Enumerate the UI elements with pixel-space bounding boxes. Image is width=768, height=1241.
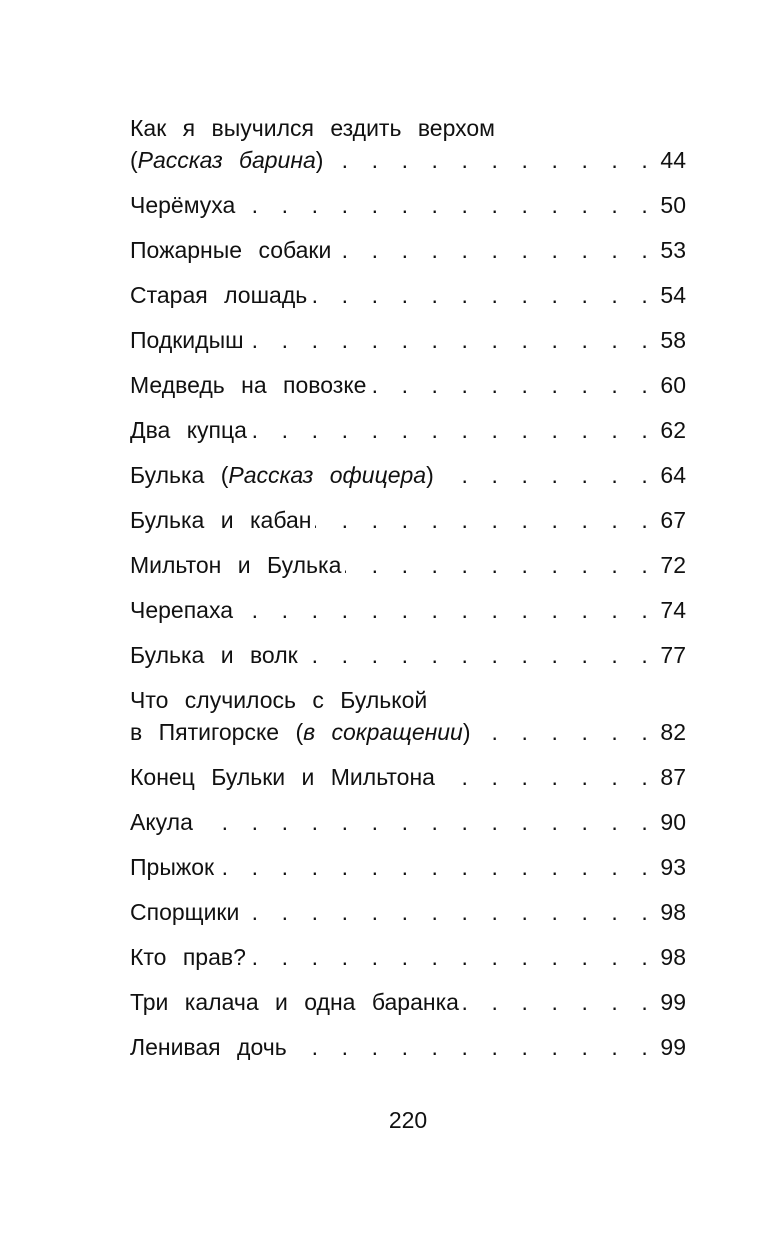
toc-entry: [130, 851, 686, 883]
toc-entry: [130, 761, 686, 793]
toc-entry: [130, 189, 686, 221]
toc-entry: [130, 986, 686, 1018]
toc-entry-row: [130, 896, 686, 928]
toc-entry-title: [130, 459, 434, 491]
toc-entry-title-text: Медведь на повозке: [130, 372, 367, 398]
toc-entry-page-number: 87: [660, 764, 686, 790]
toc-entry-row: [130, 716, 686, 748]
toc-entry-title-text: Старая лошадь: [130, 282, 308, 308]
toc-entry-title-text: в Пятигорске (: [130, 719, 304, 745]
toc-entry-title: [130, 941, 246, 973]
toc-entry-title: [130, 189, 235, 221]
toc-entry-title-line: Что случилось с Булькой: [130, 687, 428, 713]
toc-entry: [130, 504, 686, 536]
toc-entry-title: [130, 414, 247, 446]
dot-leader: [335, 234, 656, 266]
dot-leader: [315, 504, 656, 536]
toc-entry-row: [130, 414, 686, 446]
toc-entry-row: [130, 806, 686, 838]
toc-entry-title: [130, 234, 331, 266]
table-of-contents: [130, 112, 686, 1076]
toc-entry-title-text: Ленивая дочь: [130, 1034, 287, 1060]
toc-entry-title-text: Два купца: [130, 417, 247, 443]
dot-leader: [327, 144, 656, 176]
toc-entry-title-text: Конец Бульки и Мильтона: [130, 764, 435, 790]
toc-entry-row: [130, 549, 686, 581]
dot-leader: [439, 761, 656, 793]
toc-entry-row: [130, 639, 686, 671]
toc-entry-title: [130, 594, 233, 626]
dot-leader: [311, 279, 656, 311]
toc-entry-title-text: Булька и кабан: [130, 507, 312, 533]
toc-entry: [130, 684, 686, 748]
toc-entry-page-number: 99: [660, 1034, 686, 1060]
toc-entry-title: [130, 986, 459, 1018]
toc-entry-page-number: 74: [660, 597, 686, 623]
toc-entry-row: [130, 941, 686, 973]
dot-leader: [239, 189, 656, 221]
toc-entry-row: [130, 851, 686, 883]
toc-entry-subtitle-italic: Рассказ барина: [137, 147, 316, 173]
toc-entry-row: [130, 279, 686, 311]
toc-entry-title: [130, 851, 214, 883]
dot-leader: [243, 896, 656, 928]
toc-entry-row: [130, 504, 686, 536]
dot-leader: [251, 414, 656, 446]
toc-entry-page-number: 53: [660, 237, 686, 263]
toc-entry-title-text: Кто прав?: [130, 944, 246, 970]
toc-entry-page-number: 64: [660, 462, 686, 488]
toc-entry-row: [130, 189, 686, 221]
toc-entry: [130, 941, 686, 973]
dot-leader: [250, 941, 657, 973]
dot-leader: [218, 851, 656, 883]
toc-entry-title: [130, 504, 311, 536]
toc-entry: [130, 896, 686, 928]
toc-entry-page-number: 54: [660, 282, 686, 308]
toc-entry-row: [130, 144, 686, 176]
toc-entry-title: [130, 1031, 287, 1063]
toc-entry-title: [130, 549, 341, 581]
toc-entry-title-text: Подкидыш: [130, 327, 244, 353]
toc-entry-title-text: Булька и волк: [130, 642, 298, 668]
toc-entry-title-text: Акула: [130, 809, 193, 835]
toc-entry-page-number: 93: [660, 854, 686, 880]
toc-entry-title: [130, 639, 298, 671]
toc-entry-title: [130, 144, 323, 176]
toc-entry: [130, 639, 686, 671]
toc-entry: [130, 459, 686, 491]
toc-entry-title: [130, 716, 471, 748]
toc-entry-subtitle-italic: Рассказ офицера: [228, 462, 427, 488]
dot-leader: [475, 716, 657, 748]
toc-entry-page-number: 99: [660, 989, 686, 1015]
toc-entry-page-number: 60: [660, 372, 686, 398]
toc-entry-page-number: 67: [660, 507, 686, 533]
toc-entry: [130, 234, 686, 266]
page-number: 220: [388, 1107, 428, 1133]
toc-entry-row: [130, 594, 686, 626]
toc-entry-title: [130, 896, 239, 928]
dot-leader: [291, 1031, 657, 1063]
toc-entry-row: [130, 986, 686, 1018]
dot-leader: [345, 549, 656, 581]
toc-entry-title-text: Мильтон и Булька: [130, 552, 342, 578]
toc-entry-page-number: 72: [660, 552, 686, 578]
toc-entry-title-text: Три калача и одна баранка: [130, 989, 459, 1015]
toc-entry-row: [130, 1031, 686, 1063]
toc-entry-row: [130, 234, 686, 266]
toc-entry-title: [130, 761, 435, 793]
toc-entry-page-number: 77: [660, 642, 686, 668]
dot-leader: [370, 369, 656, 401]
toc-entry-page-number: 62: [660, 417, 686, 443]
toc-entry-title-text: ): [315, 147, 324, 173]
toc-entry-title-text: ): [462, 719, 471, 745]
toc-entry-title-text: Спорщики: [130, 899, 240, 925]
dot-leader: [248, 324, 657, 356]
toc-entry-page-number: 50: [660, 192, 686, 218]
toc-entry: [130, 1031, 686, 1063]
toc-entry-page-number: 58: [660, 327, 686, 353]
dot-leader: [197, 806, 657, 838]
toc-entry: [130, 279, 686, 311]
toc-entry-title-text: Пожарные собаки: [130, 237, 332, 263]
toc-entry-title-text: (: [130, 147, 138, 173]
toc-entry: [130, 324, 686, 356]
toc-entry: [130, 369, 686, 401]
toc-entry: [130, 112, 686, 176]
toc-entry-title-text: Булька (: [130, 462, 229, 488]
toc-entry-title: [130, 324, 244, 356]
toc-entry-row: [130, 324, 686, 356]
toc-entry-row: [130, 761, 686, 793]
toc-entry-title: [130, 279, 307, 311]
toc-entry-page-number: 44: [660, 147, 686, 173]
toc-entry-page-number: 98: [660, 944, 686, 970]
toc-entry: [130, 594, 686, 626]
toc-entry: [130, 549, 686, 581]
toc-entry-title-text: Прыжок: [130, 854, 215, 880]
toc-entry-title-text: ): [426, 462, 434, 488]
toc-entry-row: [130, 369, 686, 401]
toc-entry: [130, 806, 686, 838]
dot-leader: [438, 459, 657, 491]
toc-entry-title-line: Как я выучился ездить верхом: [130, 115, 495, 141]
toc-entry-row: [130, 459, 686, 491]
toc-entry: [130, 414, 686, 446]
toc-entry-title-text: Черёмуха: [130, 192, 236, 218]
dot-leader: [463, 986, 656, 1018]
dot-leader: [302, 639, 657, 671]
toc-entry-page-number: 82: [660, 719, 686, 745]
toc-entry-title-text: Черепаха: [130, 597, 233, 623]
toc-entry-subtitle-italic: в сокращении: [303, 719, 463, 745]
toc-entry-title: [130, 806, 193, 838]
dot-leader: [237, 594, 656, 626]
toc-entry-title: [130, 369, 366, 401]
toc-entry-page-number: 98: [660, 899, 686, 925]
toc-entry-page-number: 90: [660, 809, 686, 835]
